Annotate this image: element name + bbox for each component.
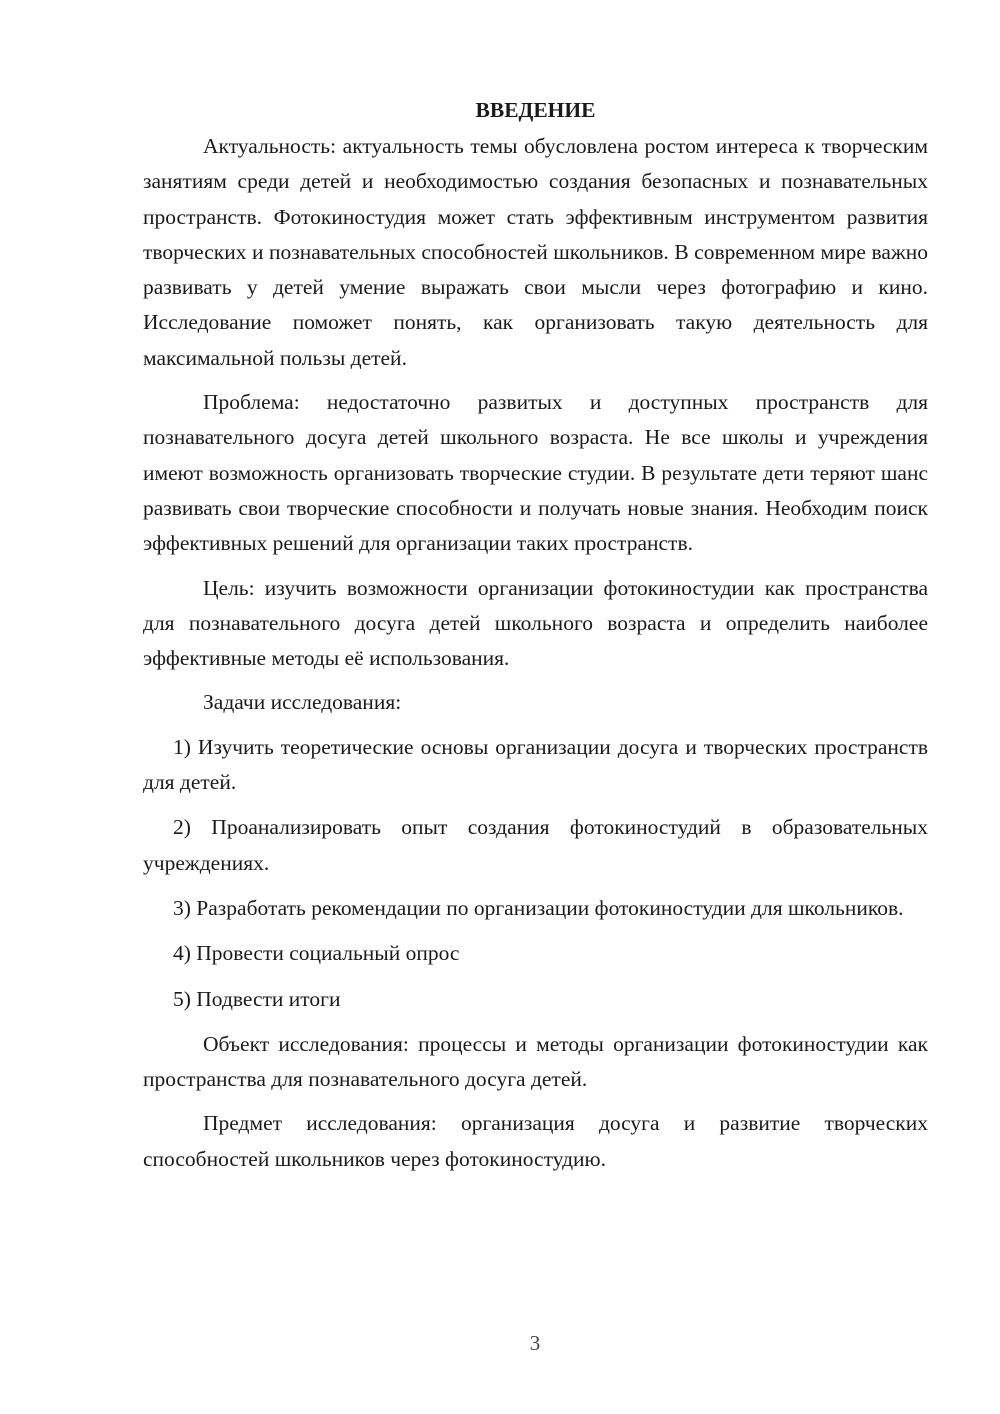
paragraph-relevance: Актуальность: актуальность темы обусловлена ростом интереса к творческим занятиям среди детей и необходимостью создания безопасных и познавательных пространств. Фотокиностудия может стать эффективным инструментом развития творческих и познавательных способностей школьников. В современном мире важно развивать у детей умение выражать свои мысли через фотографию и кино. Исследование поможет понять, как организовать такую деятельность для максимальной пользы детей. — [143, 134, 928, 370]
task-item-1: 1) Изучить теоретические основы организации досуга и творческих пространств для детей. — [143, 734, 928, 795]
paragraph-subject: Предмет исследования: организация досуга и развитие творческих способностей школьников через фотокиностудию. — [143, 1111, 928, 1171]
paragraph-problem: Проблема: недостаточно развитых и доступных пространств для познавательного досуга детей школьного возраста. Не все школы и учреждения имеют возможность организовать творческие студии. В результате дети теряют шанс развивать свои творческие способности и получать новые знания. Необходим поиск эффективных решений для организации таких пространств. — [143, 390, 928, 556]
document-title: ВВЕДЕНИЕ — [475, 98, 596, 122]
task-item-3: 3) Разработать рекомендации по организации фотокиностудии для школьников. — [173, 895, 904, 920]
tasks-heading: Задачи исследования: — [203, 690, 402, 715]
task-item-4: 4) Провести социальный опрос — [173, 941, 460, 966]
paragraph-goal: Цель: изучить возможности организации фотокиностудии как пространства для познавательного досуга детей школьного возраста и определить наиболее эффективные методы её использования. — [143, 575, 928, 671]
paragraph-object: Объект исследования: процессы и методы организации фотокиностудии как пространства для познавательного досуга детей. — [143, 1031, 928, 1092]
task-item-5: 5) Подвести итоги — [173, 986, 341, 1011]
page-number: 3 — [529, 1331, 541, 1355]
task-item-2: 2) Проанализировать опыт создания фотокиностудий в образовательных учреждениях. — [143, 815, 928, 875]
document-page — [143, 93, 928, 1186]
